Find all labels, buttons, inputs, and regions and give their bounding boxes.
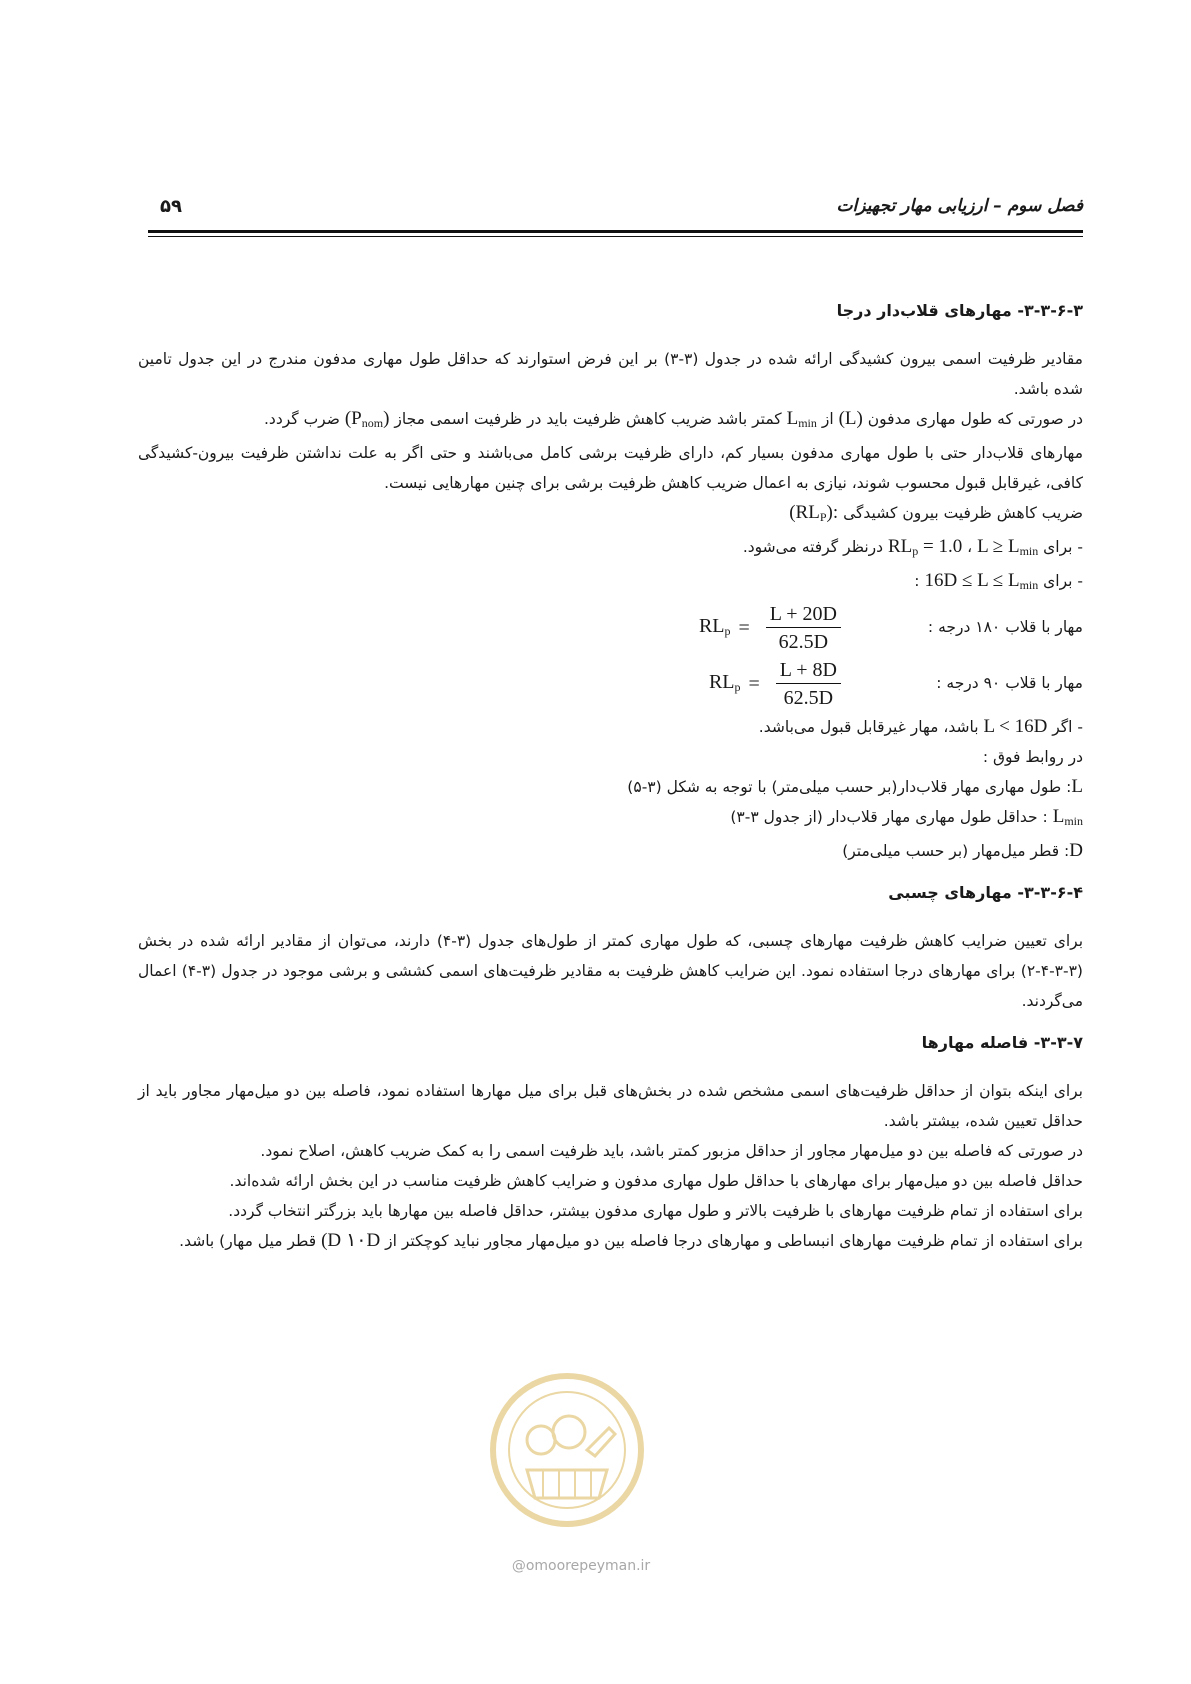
formula-equation: $RL_p$ = $\frac{L + 8D}{62.5D}$	[709, 656, 841, 712]
paragraph: در صورتی که فاصله بین دو میل‌مهار مجاور از حداقل مزبور کمتر باشد، باید ظرفیت اسمی را به کمک ضریب کاهش، اصلاح نمود.	[260, 1142, 1083, 1160]
paragraph: مقادیر ظرفیت اسمی بیرون کشیدگی ارائه شده در جدول (۳-۳) بر این فرض استوارند که حداقل طول مهاری مدفون مندرج در این جدول تامین شده باشد.	[138, 350, 1083, 398]
paragraph-pullout-factor: ضریب کاهش ظرفیت بیرون کشیدگی $(RL_P)$:	[789, 502, 1083, 524]
bullet-unacceptable: - اگر L < 16D باشد، مهار غیرقابل قبول می‌باشد.	[758, 716, 1083, 737]
paragraph: مهارهای قلاب‌دار حتی با طول مهاری مدفون بسیار کم، دارای ظرفیت برشی کامل می‌باشند و حتی اگر به علت نداشتن ظرفیت بیرون-کشیدگی کافی، غیرقابل قبول محسوب شوند، نیازی به اعمال ضریب کاهش ظرفیت برشی برای چنین مهارهایی نیست.	[138, 444, 1083, 492]
definition-Lmin: $L_{min}$ : حداقل طول مهاری مهار قلاب‌دار (از جدول ۳-۳)	[730, 806, 1083, 828]
formula-label: مهار با قلاب ۱۸۰ درجه :	[927, 618, 1083, 636]
formula-label: مهار با قلاب ۹۰ درجه :	[936, 674, 1083, 692]
header-rule-thin	[148, 236, 1083, 237]
page-number: ۵۹	[160, 196, 182, 217]
paragraph: برای اینکه بتوان از حداقل ظرفیت‌های اسمی مشخص شده در بخش‌های قبل برای میل مهارها استفاده نمود، فاصله بین دو میل‌مهار مجاور باید از حداقل تعیین شده، بیشتر باشد.	[138, 1082, 1083, 1130]
fraction-numerator: L + 20D	[766, 601, 841, 628]
paragraph: برای تعیین ضرایب کاهش ظرفیت مهارهای چسبی، که طول مهاری کمتر از طول‌های جدول (۳-۴) دارند، می‌توان از مقادیر ارائه شده در بخش (۳-۳-۴-۲) برای مهارهای درجا استفاده نمود. این ضرایب کاهش ظرفیت به مقادیر ظرفیت‌های اسمی کششی و برشی موجود در جدول (۳-۴) اعمال می‌گردند.	[138, 932, 1084, 1010]
formula-hook-90	[138, 656, 1083, 712]
definitions-intro: در روابط فوق :	[982, 748, 1083, 766]
section-heading-adhesive-anchors: ۳-۳-۶-۴- مهارهای چسبی	[888, 883, 1083, 902]
fraction-numerator: L + 8D	[776, 657, 841, 684]
watermark-seal-icon	[487, 1370, 647, 1530]
section-heading-anchor-spacing: ۳-۳-۷- فاصله مهارها	[921, 1033, 1083, 1052]
page-header	[148, 184, 1083, 222]
formula-equation: $RL_p$ = $\frac{L + 20D}{62.5D}$	[699, 600, 841, 656]
fraction	[766, 601, 841, 656]
fraction	[776, 657, 841, 712]
header-rule-thick	[148, 230, 1083, 233]
section-heading-hooked-anchors: ۳-۳-۶-۳- مهارهای قلاب‌دار درجا	[836, 301, 1083, 320]
paragraph-min-spacing: برای استفاده از تمام ظرفیت مهارهای انبساطی و مهارهای درجا فاصله بین دو میل‌مهار مجاور نباید کوچکتر از ۱۰D (D قطر میل مهار) باشد.	[179, 1230, 1083, 1251]
definition-D: D: قطر میل‌مهار (بر حسب میلی‌متر)	[842, 840, 1083, 861]
formula-hook-180	[138, 600, 1083, 656]
fraction-denominator: 62.5D	[783, 686, 834, 709]
chapter-title: فصل سوم – ارزیابی مهار تجهیزات	[836, 196, 1083, 216]
page-content	[138, 296, 1083, 1256]
paragraph: حداقل فاصله بین دو میل‌مهار برای مهارهای با حداقل طول مهاری مدفون و ضرایب کاهش ظرفیت مناسب در این بخش ارائه شده‌اند.	[229, 1172, 1083, 1190]
bullet-range: - برای $16D \le L \le L_{min}$ :	[914, 570, 1083, 592]
paragraph-reduction-factor: در صورتی که طول مهاری مدفون (L) از $L_{min}$ کمتر باشد ضریب کاهش ظرفیت باید در ظرفیت اسمی مجاز $(P_{nom})$ ضرب گردد.	[264, 408, 1083, 430]
paragraph: برای استفاده از تمام ظرفیت مهارهای با ظرفیت بالاتر و طول مهاری مدفون بیشتر، حداقل فاصله بین مهارها باید بزرگتر انتخاب گردد.	[228, 1202, 1083, 1220]
fraction-denominator: 62.5D	[778, 630, 829, 653]
definition-L: L: طول مهاری مهار قلاب‌دار(بر حسب میلی‌متر) با توجه به شکل (۳-۵)	[627, 776, 1083, 797]
watermark-url: @omoorepeyman.ir	[511, 1558, 651, 1574]
bullet-full-length: - برای $L \ge L_{min}$ ، $RL_p = 1.0$ درنظر گرفته می‌شود.	[742, 536, 1083, 558]
